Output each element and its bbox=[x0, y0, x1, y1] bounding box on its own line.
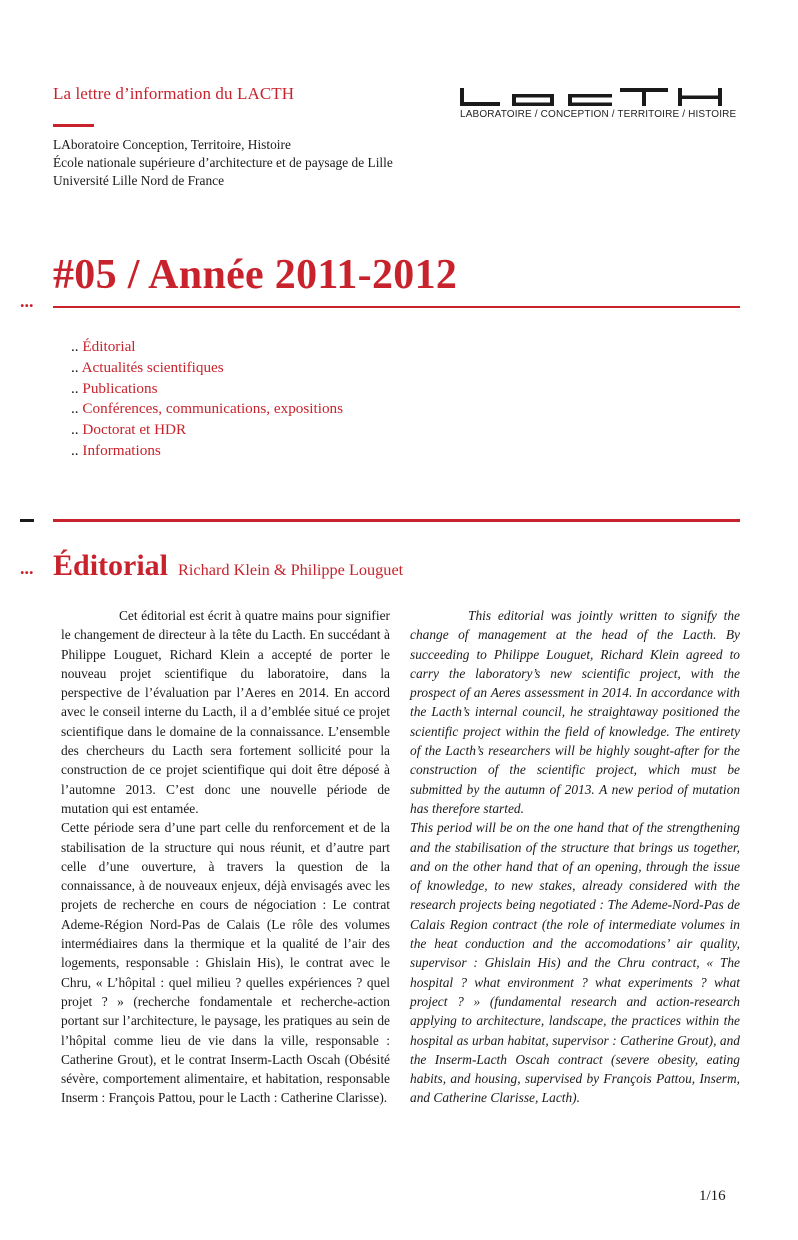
affiliation-lab: LAboratoire Conception, Territoire, Histoire bbox=[53, 137, 291, 152]
toc-item-doctorat[interactable]: .. Doctorat et HDR bbox=[71, 421, 187, 439]
toc-item-actualites[interactable]: .. Actualités scientifiques bbox=[71, 358, 224, 376]
page-number: 1/16 bbox=[699, 1188, 726, 1204]
toc-item-publications[interactable]: .. Publications bbox=[71, 379, 158, 397]
paragraph: Cette période sera d’une part celle du renforcement et de la stabilisation de la structure qui nous réunit, et d’autre part celle d’une ouverture, à travers la question de la connaissance, à de nouveaux enjeux, déjà envisagés avec les projets de recherche en cours de négociation : Le contrat Ademe-Région Nord-Pas de Calais (Le rôle des volumes intermédiaires dans la thermique et la qualité de l’air des logements, responsable : Ghislain His), le contrat avec le Chru, « L’hôpital : quel milieu ? quelles expériences ? quel projet ? » (recherche fondamentale et recherche-action portant sur l’architecture, le paysage, les pratiques au sein de l’hôpital comme lieu de vie dans la ville, responsable : Catherine Grout), et le contrat Inserm-Lacth Oscah (Obésité sévère, comportement alimentaire, et habitation, responsable Inserm : François Pattou, pour le Lacth : Catherine Clarisse). bbox=[61, 820, 390, 1106]
toc-label[interactable]: Conférences, communications, expositions bbox=[82, 400, 344, 418]
toc-item-editorial[interactable]: .. Éditorial bbox=[71, 338, 136, 355]
toc-item-informations[interactable]: .. Informations bbox=[71, 441, 161, 459]
toc-label[interactable]: Actualités scientifiques bbox=[81, 358, 224, 376]
toc-label[interactable]: Éditorial bbox=[82, 338, 136, 355]
table-of-contents bbox=[71, 337, 343, 462]
newsletter-tagline: La lettre d’information du LACTH bbox=[53, 84, 295, 103]
issue-title bbox=[53, 251, 457, 299]
lacth-logo bbox=[460, 86, 737, 120]
section-rule bbox=[53, 519, 740, 522]
editorial-title: Éditorial bbox=[53, 549, 169, 582]
paragraph: This editorial was jointly written to signify the change of management at the head of the Lacth. By succeeding to Philippe Louguet, Richard Klein agreed to carry the laboratory’s new scientific project, with the prospect of an Aeres assessment in 2014. In accordance with the Lacth’s internal council, he straightaway positioned the scientific project within the field of knowledge. The entirety of the Lacth’s researchers will be highly sought-after for the construction of the scientific project, which must be submitted by the autumn of 2013. A new period of mutation has therefore started. bbox=[410, 608, 740, 816]
lacth-wordmark bbox=[460, 86, 722, 106]
section-marker-dots: ... bbox=[20, 291, 34, 311]
toc-item-conferences[interactable]: .. Conférences, communications, expositions bbox=[71, 400, 344, 418]
editorial-heading bbox=[53, 549, 403, 583]
toc-label[interactable]: Publications bbox=[82, 379, 158, 397]
editorial-marker-dots: ... bbox=[20, 558, 34, 578]
title-rule bbox=[53, 306, 740, 308]
paragraph: This period will be on the one hand that of the strengthening and the stabilisation of the structure that brings us together, and on the other hand that of an opening, through the issue of knowledge, to new stakes, already considered with the research projects being negotiated : The Ademe-Nord-Pas de Calais Region contract (the role of intermediate volumes in the heat conduction and the accomodations’ air quality, supervisor : Ghislain His) and the Chru contract, « The hospital ? what environment ? what experiments ? what project ? » (fundamental research and action-research applying to architecture, landscape, the practices within the hospital as urban habitat, supervisor : Catherine Grout), and the Inserm-Lacth Oscah contract (severe obesity, eating habits, and housing, supervised by François Pattou, Inserm, and Catherine Clarisse, Lacth). bbox=[410, 820, 740, 1106]
toc-label[interactable]: Doctorat et HDR bbox=[82, 421, 187, 439]
editorial-authors: Richard Klein & Philippe Louguet bbox=[178, 560, 404, 579]
tagline-underline bbox=[53, 124, 94, 127]
paragraph: Cet éditorial est écrit à quatre mains pour signifier le changement de directeur à la tête du Lacth. En succédant à Philippe Louguet, Richard Klein a accepté de porter le nouveau projet scientifique du laboratoire, dans la perspective de l’évaluation par l’Aeres en 2014. En accord avec le conseil interne du Lacth, il a d’emblée situé ce projet scientifique dans le domaine de la connaissance. L’ensemble des chercheurs du Lacth sera fortement sollicité pour la construction de ce projet scientifique qui doit être déposé à l’automne 2013. C’est donc une nouvelle période de mutation qui est entamée. bbox=[61, 608, 390, 816]
section-dash bbox=[20, 519, 34, 522]
editorial-column-english bbox=[410, 606, 740, 1108]
editorial-column-french bbox=[61, 606, 390, 1108]
logo-subtitle: LABORATOIRE / CONCEPTION / TERRITOIRE / HISTOIRE bbox=[460, 109, 737, 120]
issue-year: / Année 2011-2012 bbox=[127, 252, 458, 298]
issue-number: #05 bbox=[53, 252, 117, 298]
affiliation-university: Université Lille Nord de France bbox=[53, 173, 225, 188]
affiliation-school: École nationale supérieure d’architecture et de paysage de Lille bbox=[53, 155, 393, 170]
toc-label[interactable]: Informations bbox=[82, 441, 161, 459]
